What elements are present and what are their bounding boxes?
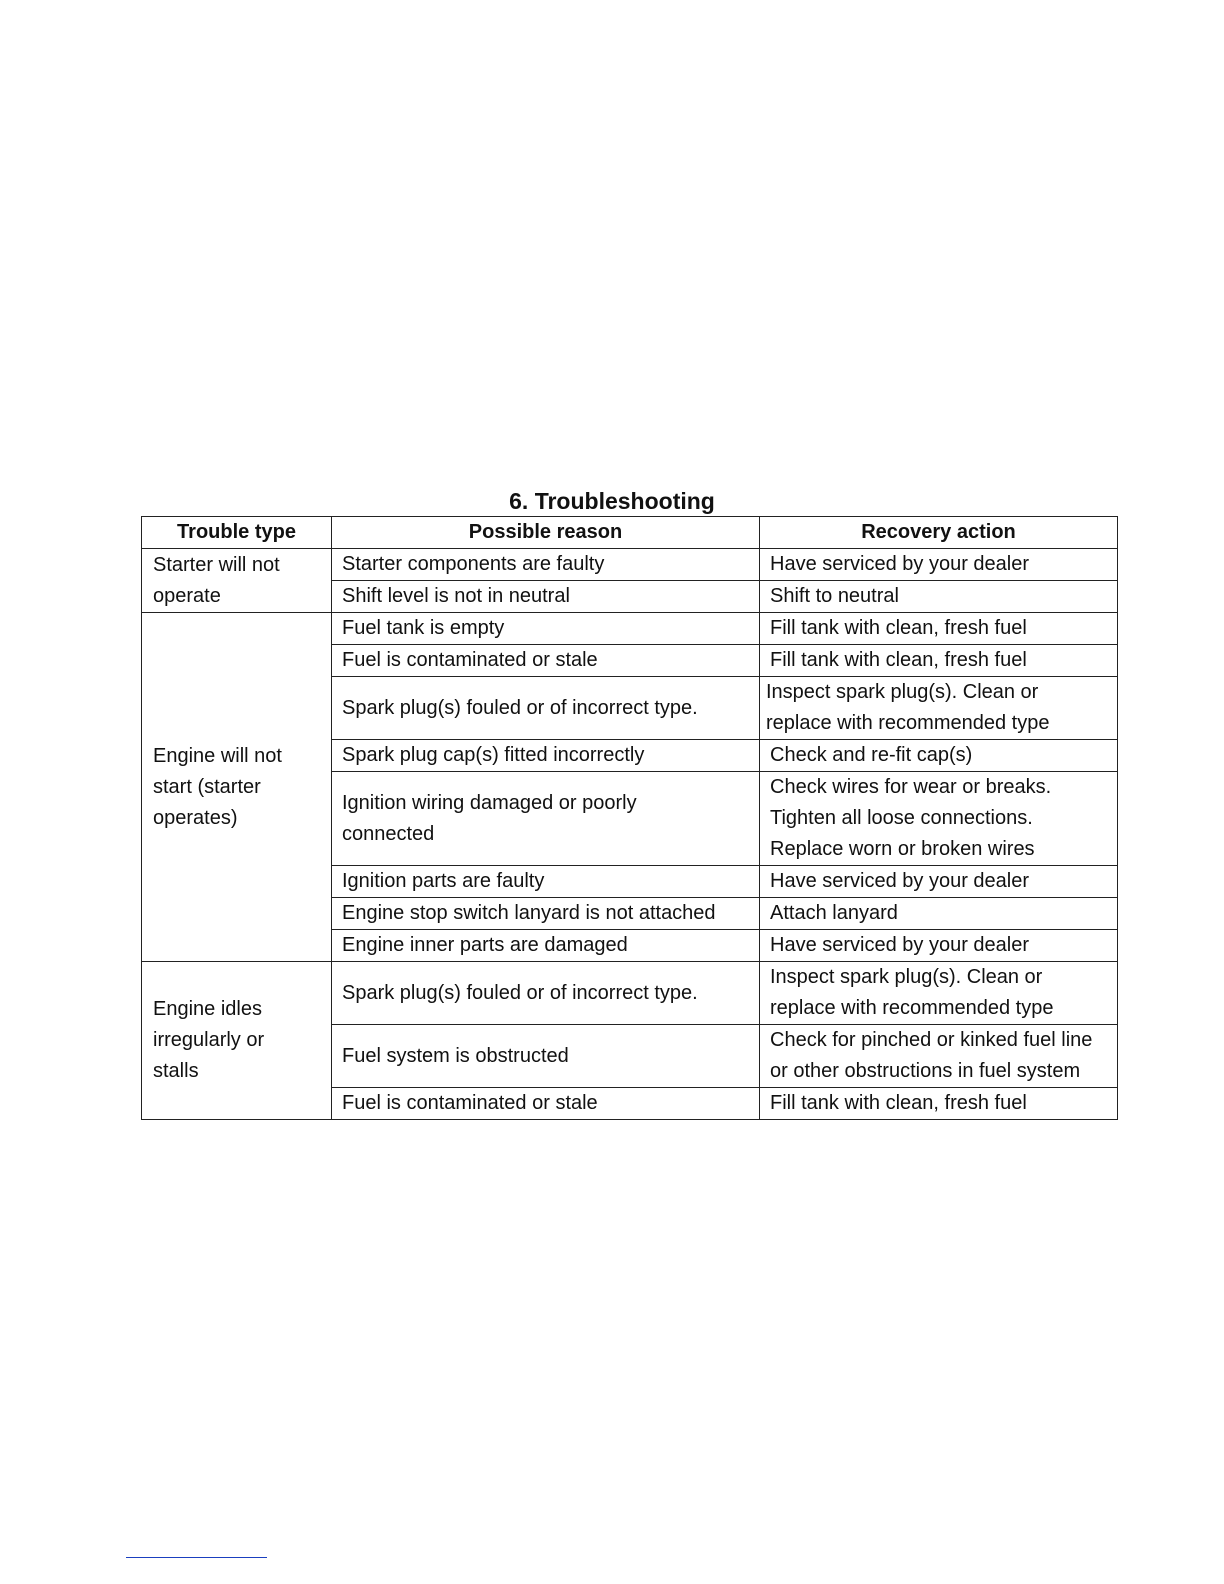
reason-cell: Spark plug(s) fouled or of incorrect type. — [332, 962, 760, 1025]
header-possible-reason: Possible reason — [332, 517, 760, 549]
header-trouble-type: Trouble type — [142, 517, 332, 549]
header-recovery-action: Recovery action — [760, 517, 1118, 549]
table-row — [142, 613, 1118, 645]
reason-cell: Spark plug(s) fouled or of incorrect type. — [332, 677, 760, 740]
action-cell: Have serviced by your dealer — [760, 549, 1118, 581]
reason-cell: Fuel is contaminated or stale — [332, 645, 760, 677]
table-row — [142, 549, 1118, 581]
reason-cell: Engine stop switch lanyard is not attached — [332, 898, 760, 930]
trouble-type-cell: Engine idles irregularly or stalls — [142, 962, 332, 1120]
action-cell: Attach lanyard — [760, 898, 1118, 930]
section-title: 6. Troubleshooting — [509, 488, 715, 514]
action-cell: Fill tank with clean, fresh fuel — [760, 1088, 1118, 1120]
reason-cell: Fuel is contaminated or stale — [332, 1088, 760, 1120]
reason-cell: Starter components are faulty — [332, 549, 760, 581]
action-cell: Check for pinched or kinked fuel line or other obstructions in fuel system — [760, 1025, 1118, 1088]
table-row — [142, 962, 1118, 1025]
action-cell: Have serviced by your dealer — [760, 930, 1118, 962]
troubleshooting-table — [141, 516, 1118, 1120]
trouble-type-cell: Starter will not operate — [142, 549, 332, 613]
action-cell: Fill tank with clean, fresh fuel — [760, 613, 1118, 645]
reason-cell: Ignition parts are faulty — [332, 866, 760, 898]
action-cell: Fill tank with clean, fresh fuel — [760, 645, 1118, 677]
footnote-separator — [126, 1557, 267, 1558]
action-cell: Shift to neutral — [760, 581, 1118, 613]
action-cell: Inspect spark plug(s). Clean or replace with recommended type — [760, 677, 1118, 740]
trouble-type-cell: Engine will not start (starter operates) — [142, 613, 332, 962]
reason-cell: Fuel tank is empty — [332, 613, 760, 645]
action-cell: Check and re-fit cap(s) — [760, 740, 1118, 772]
reason-cell: Engine inner parts are damaged — [332, 930, 760, 962]
action-cell: Check wires for wear or breaks. Tighten all loose connections. Replace worn or broken wires — [760, 772, 1118, 866]
action-cell: Have serviced by your dealer — [760, 866, 1118, 898]
reason-cell: Spark plug cap(s) fitted incorrectly — [332, 740, 760, 772]
reason-cell: Shift level is not in neutral — [332, 581, 760, 613]
reason-cell: Fuel system is obstructed — [332, 1025, 760, 1088]
action-cell: Inspect spark plug(s). Clean or replace with recommended type — [760, 962, 1118, 1025]
header-row — [142, 517, 1118, 549]
reason-cell: Ignition wiring damaged or poorly connected — [332, 772, 760, 866]
